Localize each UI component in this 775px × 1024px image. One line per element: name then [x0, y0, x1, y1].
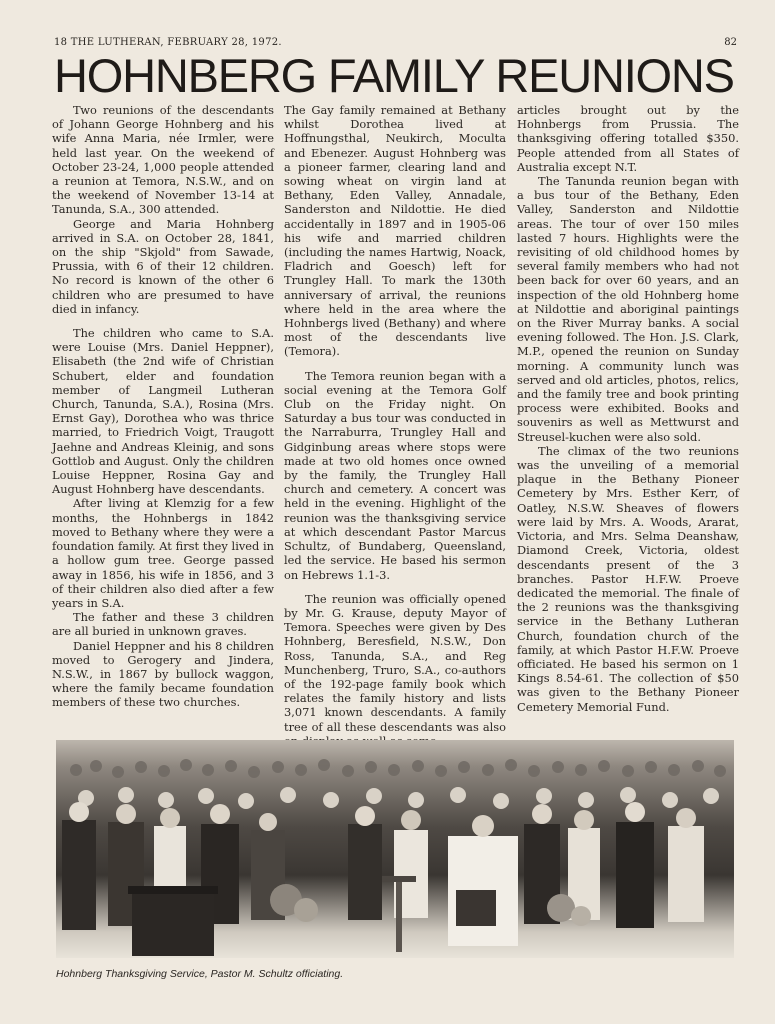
page-number: 82: [724, 37, 737, 48]
paragraph: Two reunions of the descendants of Johann George Hohnberg and his wife Anna Maria, née Irmler, were held last year. On the weekend of October 23-24, 1,000 people attended a reunion at Temora, N.S.W., and on the weekend of November 13-14 at Tanunda, S.A., 300 attended.: [52, 103, 274, 217]
paragraph: After living at Klemzig for a few months, the Hohnbergs in 1842 moved to Bethany where they were a foundation family. At first they lived in a hollow gum tree. George passed away in 1856, his wife in 1856, and 3 of their children also died after a few years in S.A.: [52, 496, 274, 610]
paragraph: The climax of the two reunions was the unveiling of a memorial plaque in the Bethany Pioneer Cemetery by Mrs. Esther Kerr, of Oatley, N.S.W. Sheaves of flowers were laid by Mrs. A. Woods, Ararat, Victoria, and Mrs. Selma Deanshaw, Diamond Creek, Victoria, oldest descendants present of the 3 branches. Pastor H.F.W. Proeve dedicated the memorial. The finale of the 2 reunions was the thanksgiving service in the Bethany Lutheran Church, foundation church of the family, at which Pastor H.F.W. Proeve officiated. He based his sermon on 1 Kings 8.54-61. The collection of $50 was given to the Bethany Pioneer Cemetery Memorial Fund.: [517, 443, 739, 714]
paragraph: The Tanunda reunion began with a bus tour of the Bethany, Eden Valley, Sanderston and Nildottie areas. The tour of over 150 miles lasted 7 hours. Highlights were the revisiting of old childhood homes by several family members who had not been back for over 60 years, and an inspection of the old Hohnberg home at Nildottie and aboriginal paintings on the River Murray banks. A social evening followed. The Hon. J.S. Clark, M.P., opened the reunion on Sunday morning. A community lunch was served and old articles, photos, relics, and the family tree and book printing process were exhibited. Books and souvenirs as well as Mettwurst and Streusel-kuchen were also sold.: [517, 174, 739, 444]
article-column-2: [284, 103, 506, 734]
article-column-3: [517, 103, 739, 728]
paragraph: The Temora reunion began with a social evening at the Temora Golf Club on the Friday night. On Saturday a bus tour was conducted in the Narraburra, Trungley Hall and Gidginbung areas where stops were made at two old homes once owned by the family, the Trungley Hall church and cemetery. A concert was held in the evening. Highlight of the reunion was the thanksgiving service at which descendant Pastor Marcus Schultz, of Bundaberg, Queensland, led the service. He based his sermon on Hebrews 1.1-3.: [284, 368, 506, 582]
running-head: 18 THE LUTHERAN, FEBRUARY 28, 1972.: [54, 37, 282, 48]
paragraph: The Gay family remained at Bethany whilst Dorothea lived at Hoffnungsthal, Neukirch, Moculta and Ebenezer. August Hohnberg was a pioneer farmer, clearing land and sowing wheat on virgin land at Bethany, Eden Valley, Annadale, Sanderston and Nildottie. He died accidentally in 1897 and in 1905-06 his wife and married children (including the names Hartwig, Noack, Fladrich and Goesch) left for Trungley Hall. To mark the 130th anniversary of arrival, the reunions where held in the area where the Hohnbergs lived (Bethany) and where most of the descendants live (Temora).: [284, 103, 506, 359]
crowd-middle-faces: [78, 787, 719, 809]
photo-caption: Hohnberg Thanksgiving Service, Pastor M. Schultz officiating.: [56, 968, 344, 980]
article-headline: HOHNBERG FAMILY REUNIONS: [54, 49, 734, 102]
paragraph: The father and these 3 children are all buried in unknown graves.: [52, 610, 274, 639]
article-column-1: [52, 103, 274, 728]
paragraph: articles brought out by the Hohnbergs from Prussia. The thanksgiving offering totalled $350. People attended from all States of Australia except N.T.: [517, 103, 739, 174]
paragraph: Daniel Heppner and his 8 children moved to Gerogery and Jindera, N.S.W., in 1867 by bullock waggon, where the family became foundation members of these two churches.: [52, 638, 274, 710]
thanksgiving-service-photo: [56, 740, 734, 958]
paragraph: George and Maria Hohnberg arrived in S.A. on October 28, 1841, on the ship "Skjold" from Sawade, Prussia, with 6 of their 12 children. No record is known of the other 6 children who are presumed to have died in infancy.: [52, 216, 274, 316]
crowd-back-row: [70, 759, 726, 778]
crowd-illustration: [56, 740, 734, 958]
article-body: [52, 103, 740, 734]
lectern: [128, 886, 218, 956]
paragraph: The children who came to S.A. were Louise (Mrs. Daniel Heppner), Elisabeth (the 2nd wife of Christian Schubert, elder and foundation member of Langmeil Lutheran Church, Tanunda, S.A.), Rosina (Mrs. Ernst Gay), Dorothea who was thrice married, to Friedrich Voigt, Traugott Jaehne and Andreas Kleinig, and sons Gottlob and August. Only the children Louise Heppner, Rosina Gay and August Hohnberg have descendants.: [52, 326, 274, 497]
paragraph: The reunion was officially opened by Mr. G. Krause, deputy Mayor of Temora. Speeches were given by Des Hohnberg, Beresfield, N.S.W., Don Ross, Tanunda, S.A., and Reg Munchenberg, Truro, S.A., co-authors of the 192-page family book which relates the family history and lists 3,071 known descendants. A family tree of all these descendants was also: [284, 591, 506, 734]
